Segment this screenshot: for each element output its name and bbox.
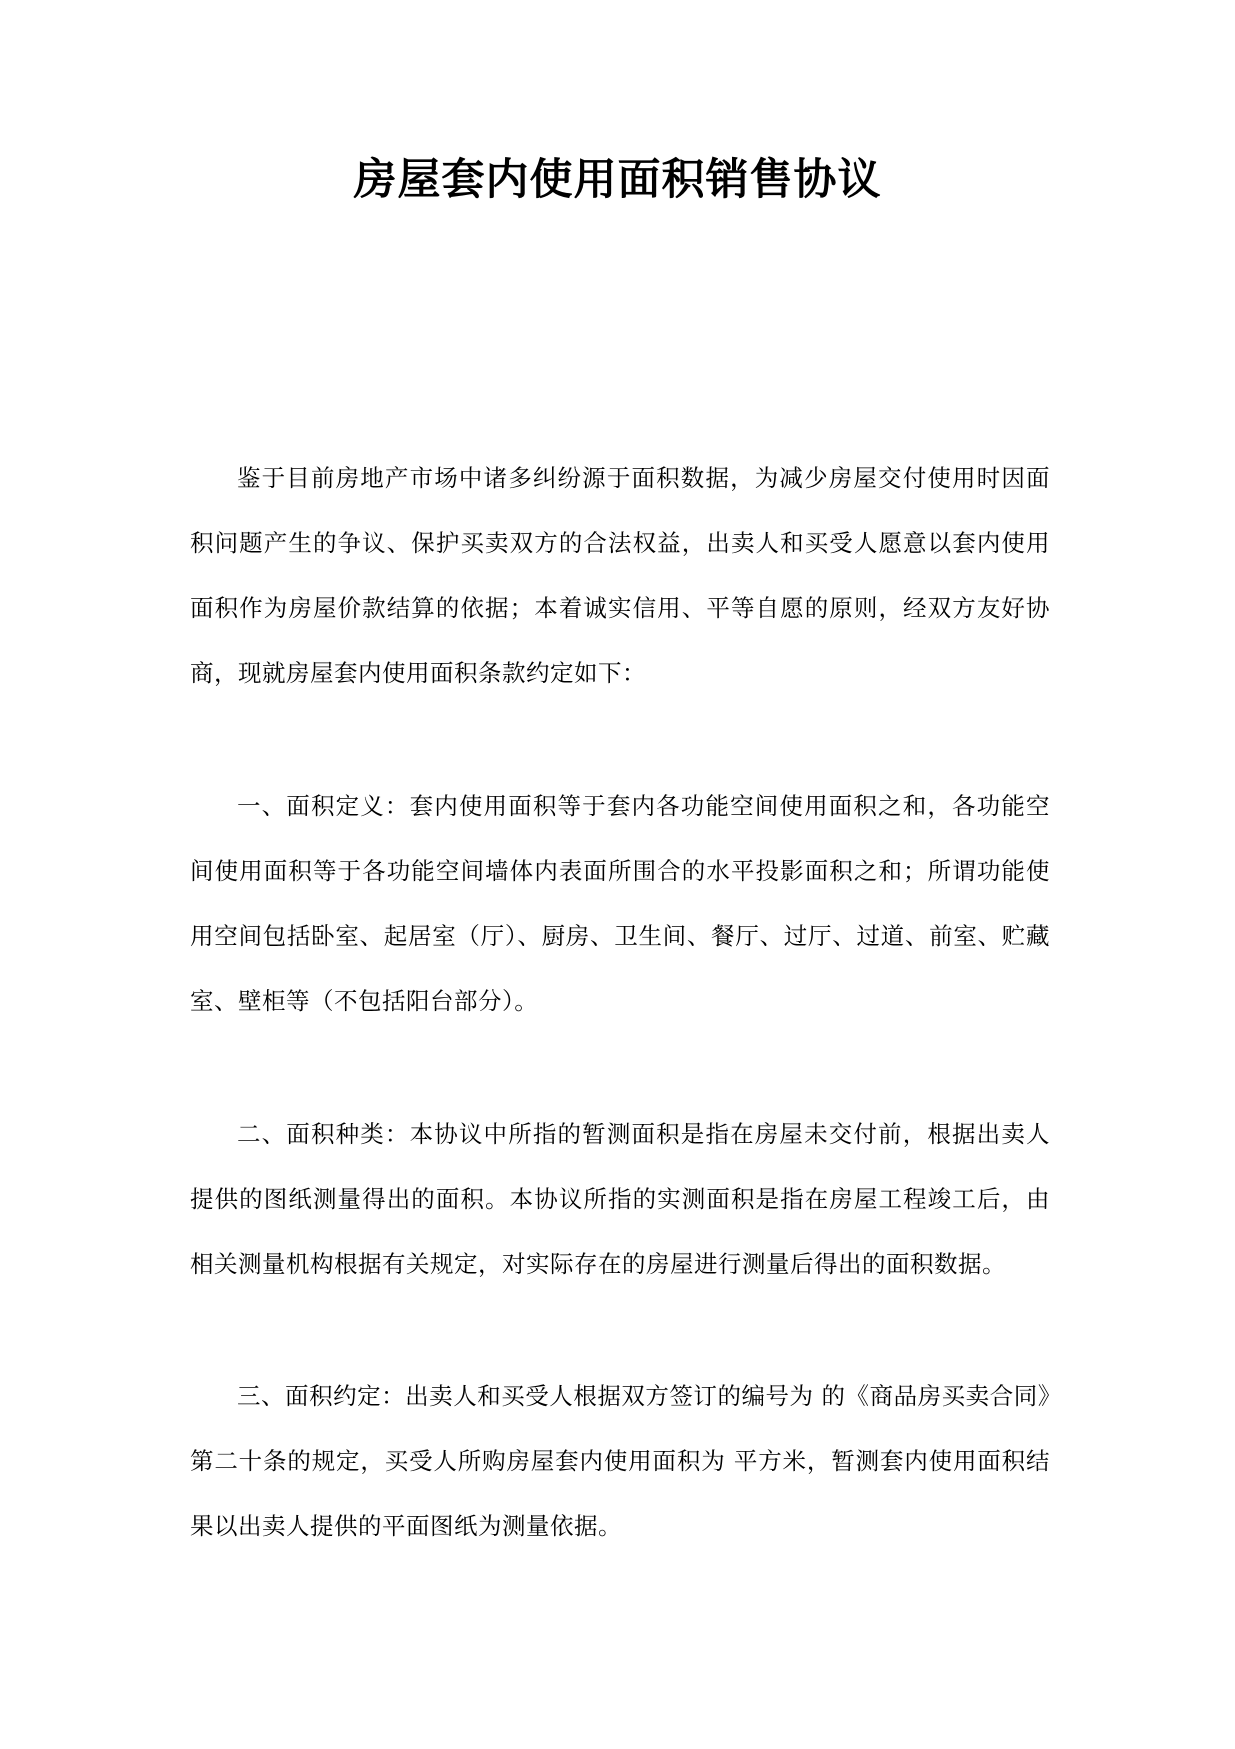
clause-area-definition: 一、面积定义：套内使用面积等于套内各功能空间使用面积之和，各功能空间使用面积等于各功能空间墙体内表面所围合的水平投影面积之和；所谓功能使用空间包括卧室、起居室（厅）、厨房、卫生间、餐厅、过厅、过道、前室、贮藏室、壁柜等（不包括阳台部分）。 [190, 792, 1050, 1015]
clause-area-types: 二、面积种类：本协议中所指的暂测面积是指在房屋未交付前，根据出卖人提供的图纸测量得出的面积。本协议所指的实测面积是指在房屋工程竣工后，由相关测量机构根据有关规定，对实际存在的房屋进行测量后得出的面积数据。 [190, 1120, 1050, 1278]
clause-area-agreement: 三、面积约定：出卖人和买受人根据双方签订的编号为 的《商品房买卖合同》第二十条的规定，买受人所购房屋套内使用面积为 平方米，暂测套内使用面积结果以出卖人提供的平面图纸为测量依据。 [190, 1382, 1050, 1540]
document-title: 房屋套内使用面积销售协议 [353, 155, 882, 205]
intro-paragraph: 鉴于目前房地产市场中诸多纠纷源于面积数据，为减少房屋交付使用时因面积问题产生的争议、保护买卖双方的合法权益，出卖人和买受人愿意以套内使用面积作为房屋价款结算的依据；本着诚实信用、平等自愿的原则，经双方友好协商，现就房屋套内使用面积条款约定如下： [190, 464, 1050, 687]
